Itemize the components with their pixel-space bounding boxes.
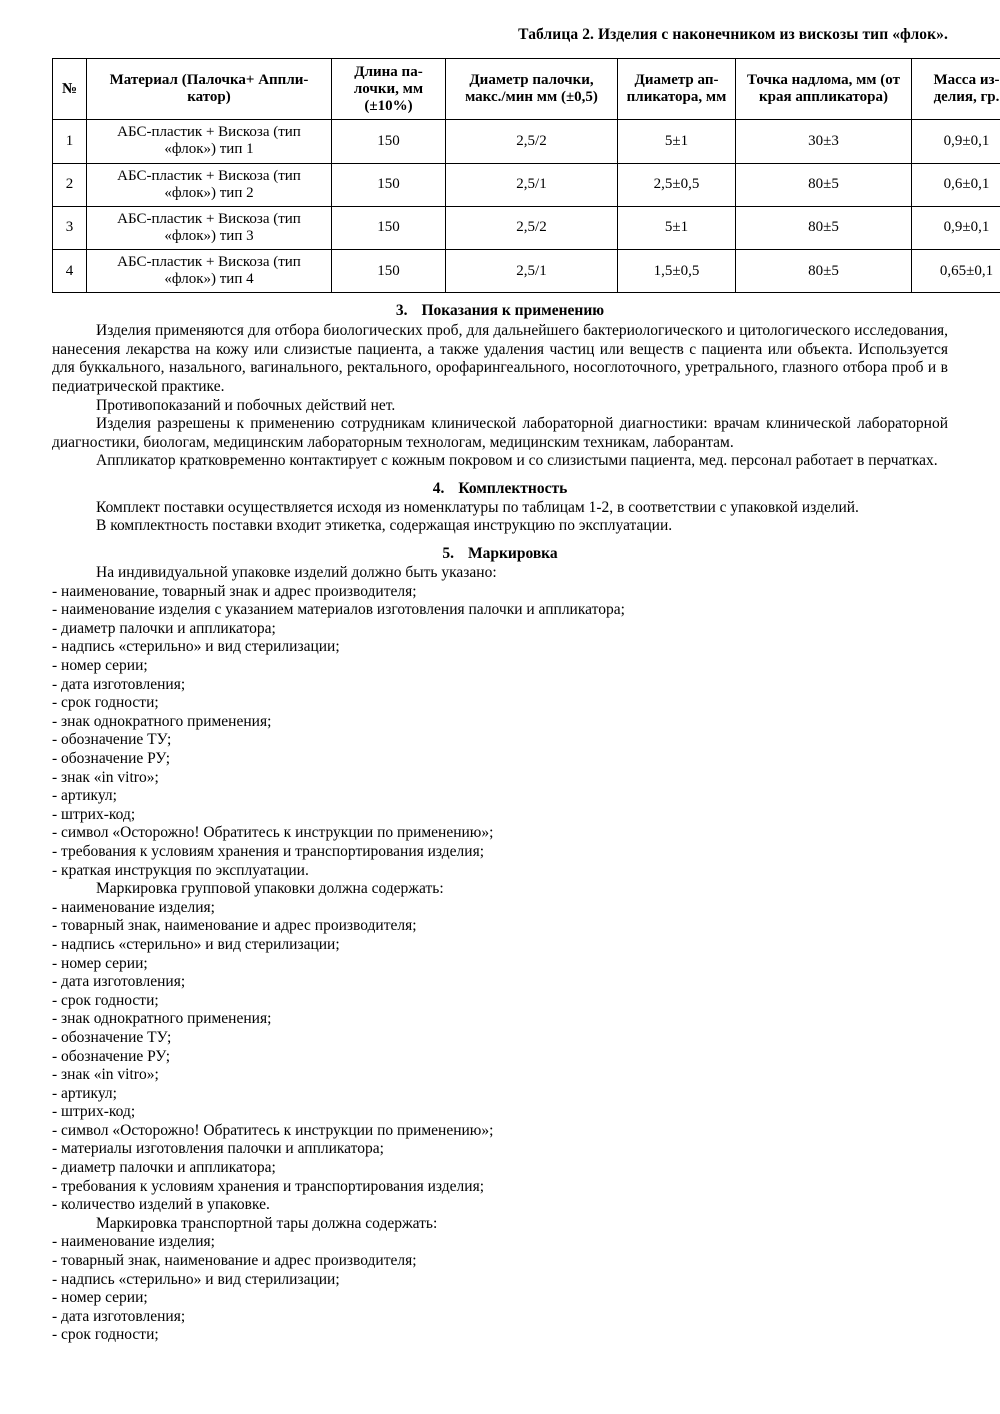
section-heading-indications	[52, 302, 948, 320]
table-row	[53, 120, 1000, 163]
cell-stick-diameter: 2,5/1	[446, 163, 618, 206]
marking-body	[52, 564, 948, 1345]
header-break-point: Точка надлома, мм (от края аппликатора)	[736, 59, 912, 120]
table-header-row	[53, 59, 1000, 120]
cell-num: 3	[53, 206, 87, 249]
group-package-list	[52, 899, 948, 1215]
cell-break-point: 30±3	[736, 120, 912, 163]
paragraph: Комплект поставки осуществляется исходя из номенклатуры по таблицам 1-2, в соответствии с упаковкой изделий.	[96, 498, 859, 516]
paragraph: Маркировка групповой упаковки должна содержать:	[96, 880, 444, 898]
list-item: - обозначение РУ;	[52, 750, 171, 768]
header-num: №	[53, 59, 87, 120]
section-number: 3.	[395, 302, 408, 320]
cell-mass: 0,9±0,1	[912, 206, 1000, 249]
header-stick-diameter: Диаметр палочки, макс./мин мм (±0,5)	[446, 59, 618, 120]
list-item: - срок годности;	[52, 1326, 159, 1344]
list-item: - срок годности;	[52, 991, 159, 1009]
table-caption: Таблица 2. Изделия с наконечником из вискозы тип «флок».	[518, 26, 948, 43]
table-row	[53, 249, 1000, 292]
list-item: - надпись «стерильно» и вид стерилизации;	[52, 1270, 340, 1288]
list-item: - краткая инструкция по эксплуатации.	[52, 861, 309, 879]
list-item: - знак «in vitro»;	[52, 1066, 159, 1084]
cell-material: АБС-пластик + Вискоза (тип «флок») тип 2	[87, 163, 332, 206]
paragraph: Изделия разрешены к применению сотрудникам клинической лабораторной диагностики: врачам клинической лабораторной диагностики, биологам, медицинским лабораторным технологам, медицинским техникам, лаборантам.	[52, 415, 948, 451]
list-item: - обозначение ТУ;	[52, 1028, 172, 1046]
table-row	[53, 206, 1000, 249]
cell-num: 2	[53, 163, 87, 206]
section-title: Комплектность	[458, 479, 568, 497]
cell-break-point: 80±5	[736, 206, 912, 249]
list-item: - наименование, товарный знак и адрес производителя;	[52, 582, 417, 600]
section-title: Маркировка	[467, 545, 558, 563]
list-item: - дата изготовления;	[52, 675, 186, 693]
list-item: - символ «Осторожно! Обратитесь к инструкции по применению»;	[52, 1121, 494, 1139]
list-item: - дата изготовления;	[52, 1307, 186, 1325]
cell-stick-diameter: 2,5/2	[446, 120, 618, 163]
list-item: - наименование изделия с указанием материалов изготовления палочки и аппликатора;	[52, 601, 625, 619]
list-item: - артикул;	[52, 1084, 117, 1102]
cell-stick-diameter: 2,5/2	[446, 206, 618, 249]
section-title: Показания к применению	[421, 302, 605, 320]
completeness-body	[52, 499, 948, 536]
paragraph: Изделия применяются для отбора биологических проб, для дальнейшего бактериологического и цитологического исследования, нанесения лекарства на кожу или слизистые пациента, а также удаления частиц или веществ с пациента или объекта. Используется для буккального, назального, вагинального, ректального, орофарингеального, носоглоточного, уретрального, глазного отбора проб и в педиатрической практике.	[52, 322, 948, 395]
section-number: 5.	[442, 545, 454, 563]
list-item: - диаметр палочки и аппликатора;	[52, 1159, 276, 1177]
table-row	[53, 163, 1000, 206]
transport-package-list	[52, 1233, 948, 1345]
cell-applicator-diameter: 1,5±0,5	[618, 249, 736, 292]
spec-table-wrapper	[52, 58, 1000, 293]
cell-break-point: 80±5	[736, 163, 912, 206]
list-item: - обозначение ТУ;	[52, 731, 172, 749]
list-item: - наименование изделия;	[52, 1233, 215, 1251]
cell-length: 150	[332, 163, 446, 206]
paragraph: На индивидуальной упаковке изделий должно быть указано:	[96, 564, 497, 582]
header-applicator-diameter: Диаметр ап-пликатора, мм	[618, 59, 736, 120]
individual-package-list	[52, 583, 948, 881]
list-item: - товарный знак, наименование и адрес производителя;	[52, 917, 417, 935]
cell-num: 1	[53, 120, 87, 163]
cell-num: 4	[53, 249, 87, 292]
cell-length: 150	[332, 249, 446, 292]
list-item: - диаметр палочки и аппликатора;	[52, 619, 276, 637]
list-item: - требования к условиям хранения и транспортирования изделия;	[52, 1177, 485, 1195]
list-item: - номер серии;	[52, 1289, 148, 1307]
cell-material: АБС-пластик + Вискоза (тип «флок») тип 1	[87, 120, 332, 163]
cell-length: 150	[332, 206, 446, 249]
cell-mass: 0,6±0,1	[912, 163, 1000, 206]
list-item: - символ «Осторожно! Обратитесь к инструкции по применению»;	[52, 824, 494, 842]
list-item: - надпись «стерильно» и вид стерилизации;	[52, 638, 340, 656]
list-item: - номер серии;	[52, 657, 148, 675]
cell-mass: 0,65±0,1	[912, 249, 1000, 292]
header-length: Длина па-лочки, мм (±10%)	[332, 59, 446, 120]
cell-stick-diameter: 2,5/1	[446, 249, 618, 292]
cell-material: АБС-пластик + Вискоза (тип «флок») тип 4	[87, 249, 332, 292]
cell-applicator-diameter: 5±1	[618, 206, 736, 249]
paragraph: Аппликатор кратковременно контактирует с кожным покровом и со слизистыми пациента, мед. персонал работает в перчатках.	[96, 452, 938, 470]
section-heading-completeness	[52, 480, 948, 498]
list-item: - товарный знак, наименование и адрес производителя;	[52, 1252, 417, 1270]
cell-break-point: 80±5	[736, 249, 912, 292]
list-item: - штрих-код;	[52, 1103, 136, 1121]
list-item: - требования к условиям хранения и транспортирования изделия;	[52, 842, 485, 860]
cell-length: 150	[332, 120, 446, 163]
section-number: 4.	[432, 479, 445, 497]
paragraph: Противопоказаний и побочных действий нет.	[96, 396, 396, 414]
products-table	[52, 58, 1000, 293]
indications-body	[52, 322, 948, 471]
list-item: - артикул;	[52, 787, 117, 805]
list-item: - обозначение РУ;	[52, 1047, 171, 1065]
cell-material: АБС-пластик + Вискоза (тип «флок») тип 3	[87, 206, 332, 249]
cell-applicator-diameter: 2,5±0,5	[618, 163, 736, 206]
list-item: - знак однократного применения;	[52, 1010, 272, 1028]
list-item: - материалы изготовления палочки и аппликатора;	[52, 1140, 384, 1158]
list-item: - наименование изделия;	[52, 898, 215, 916]
list-item: - знак «in vitro»;	[52, 768, 159, 786]
list-item: - количество изделий в упаковке.	[52, 1196, 270, 1214]
list-item: - срок годности;	[52, 694, 159, 712]
section-heading-marking	[52, 545, 948, 563]
header-material: Материал (Палочка+ Аппли-катор)	[87, 59, 332, 120]
cell-mass: 0,9±0,1	[912, 120, 1000, 163]
paragraph: Маркировка транспортной тары должна содержать:	[96, 1214, 438, 1232]
list-item: - надпись «стерильно» и вид стерилизации;	[52, 935, 340, 953]
list-item: - знак однократного применения;	[52, 712, 272, 730]
paragraph: В комплектность поставки входит этикетка, содержащая инструкцию по эксплуатации.	[96, 517, 673, 535]
list-item: - номер серии;	[52, 954, 148, 972]
list-item: - дата изготовления;	[52, 973, 186, 991]
cell-applicator-diameter: 5±1	[618, 120, 736, 163]
header-mass: Масса из-делия, гр.	[912, 59, 1000, 120]
list-item: - штрих-код;	[52, 805, 136, 823]
